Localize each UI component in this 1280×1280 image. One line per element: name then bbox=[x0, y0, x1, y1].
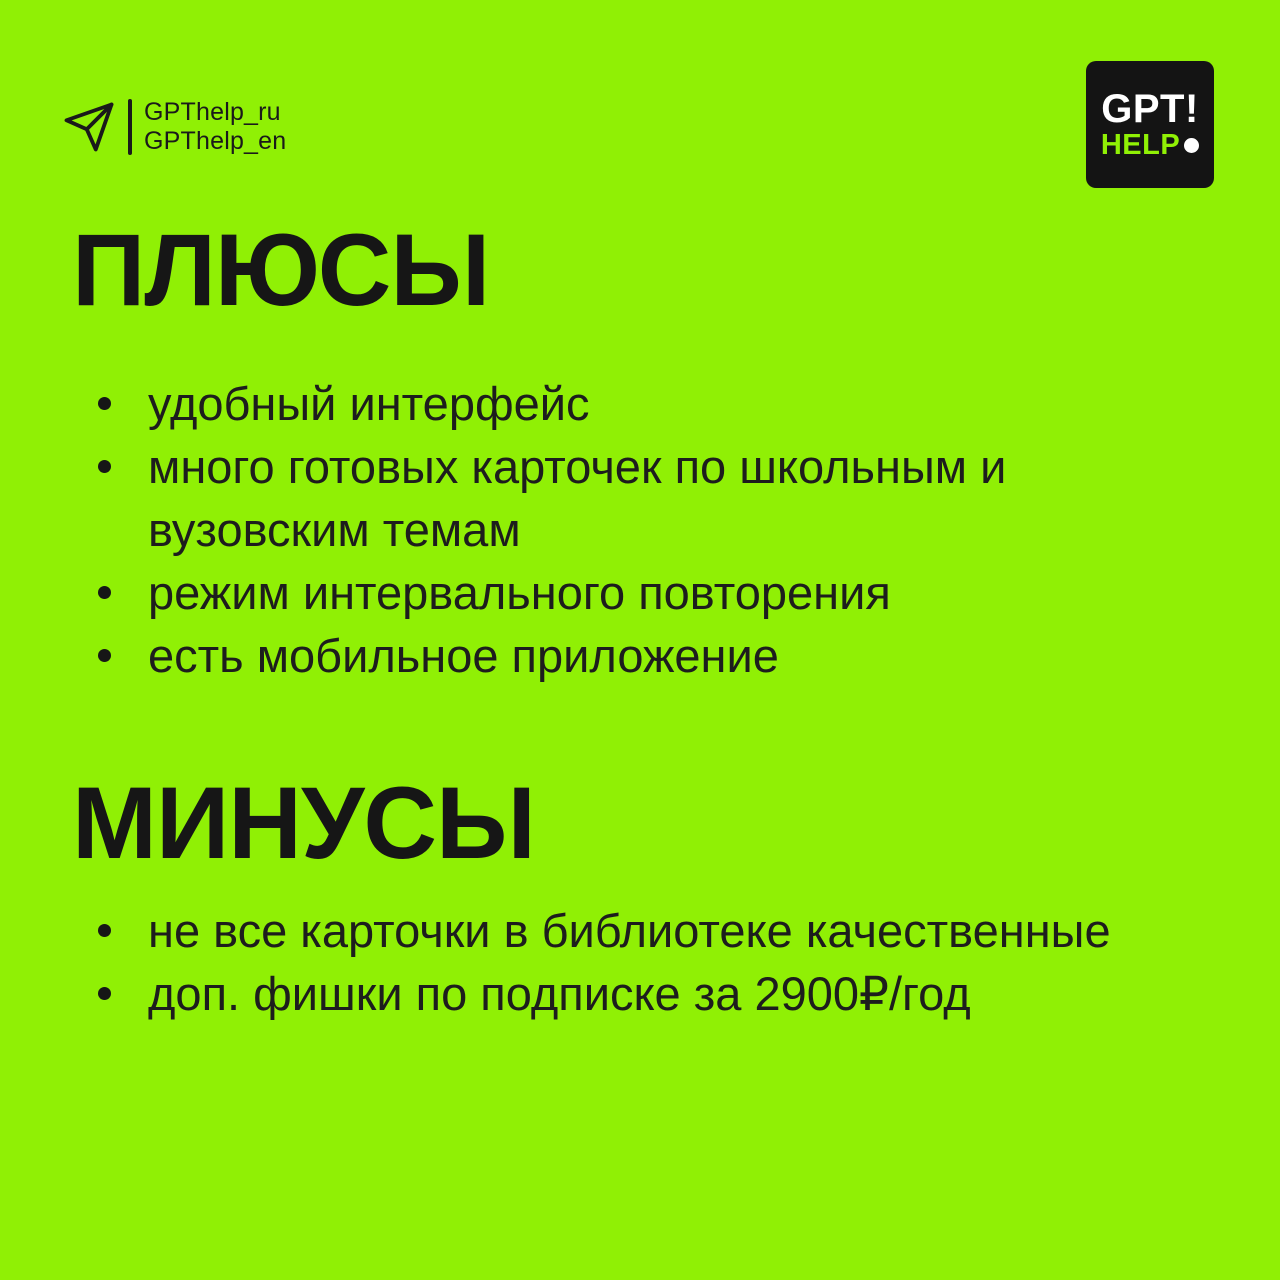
list-item: режим интервального повторения bbox=[72, 561, 1212, 624]
pros-title: ПЛЮСЫ bbox=[72, 213, 490, 327]
pros-list bbox=[72, 372, 1212, 687]
telegram-handle-en: GPThelp_en bbox=[144, 127, 287, 155]
list-item: доп. фишки по подписке за 2900₽/год bbox=[72, 962, 1212, 1025]
gpthelp-logo bbox=[1086, 61, 1214, 188]
logo-help-word: HELP bbox=[1100, 129, 1181, 161]
telegram-badge bbox=[62, 98, 286, 156]
logo-exclamation-dot-icon bbox=[1184, 138, 1199, 153]
list-item: много готовых карточек по школьным и вузовским темам bbox=[72, 435, 1212, 561]
content bbox=[72, 213, 1212, 1025]
cons-list bbox=[72, 899, 1212, 1025]
telegram-handles bbox=[144, 98, 286, 156]
list-item: не все карточки в библиотеке качественные bbox=[72, 899, 1212, 962]
divider bbox=[128, 99, 132, 155]
telegram-plane-icon bbox=[62, 100, 116, 154]
list-item: удобный интерфейс bbox=[72, 372, 1212, 435]
logo-text-help bbox=[1101, 130, 1199, 160]
cons-title: МИНУСЫ bbox=[72, 765, 535, 880]
logo-text-gpt: GPT! bbox=[1101, 87, 1199, 131]
telegram-handle-ru: GPThelp_ru bbox=[144, 98, 281, 126]
list-item: есть мобильное приложение bbox=[72, 624, 1212, 687]
